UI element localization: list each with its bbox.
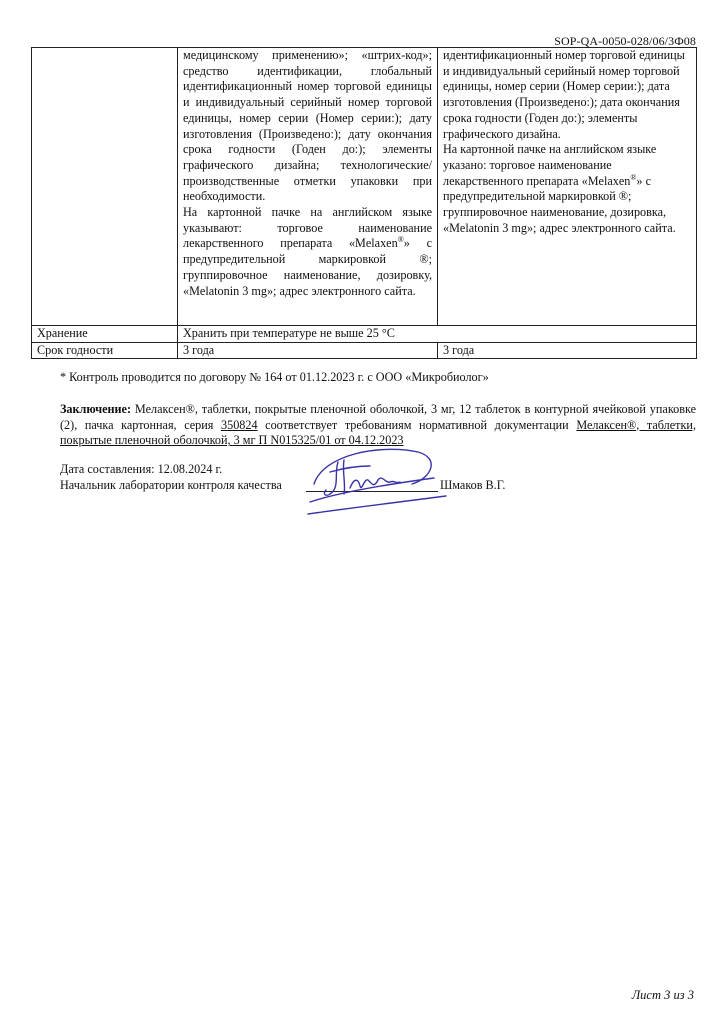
table-row [32,48,697,326]
conclusion: Заключение: Мелаксен®, таблетки, покрытые пленочной оболочкой, 3 мг, 12 таблеток в контурной ячейковой упаковке (2), пачка картонная, серия 350824 соответствует требованиям нормативной документации Мелаксен®, таблетки, покрытые пленочной оболочкой, 3 мг П N015325/01 от 04.12.2023 [60,402,696,448]
fact-paragraph-2: На картонной пачке на английском языке указано: торговое наименование лекарственного препарата «Melaxen®» с предупредительной маркировкой ®; группировочное наименование, дозировка, «Melatonin 3 mg»; адрес электронного сайта. [443,142,676,235]
shelf-life-label: Срок годности [32,342,178,359]
shelf-life-norm: 3 года [178,342,438,359]
table-cell-fact [438,48,697,326]
document-code: SOP-QA-0050-028/06/3Ф08 [554,34,696,48]
signer-position: Начальник лаборатории контроля качества [60,478,282,492]
storage-value: Хранить при температуре не выше 25 °С [178,326,697,343]
norm-paragraph-1: медицинскому применению»; «штрих-код»; средство идентификации, глобальный идентификационный номер торговой единицы и индивидуальный серийный номер торговой единицы, номер серии (Номер серии:); дату изготовления (Произведено:); дату окончания срока годности (Годен до:); элементы графического дизайна; технологические/ производственные отметки упаковки при необходимости. [183,48,432,204]
norm-paragraph-2: На картонной пачке на английском языке указывают: торговое наименование лекарственного препарата «Melaxen®» с предупредительной маркировкой ®; группировочное наименование, дозировку, «Melatonin 3 mg»; адрес электронного сайта. [183,205,432,298]
shelf-life-fact: 3 года [438,342,697,359]
compiled-date: Дата составления: 12.08.2024 г. [60,462,223,476]
fact-paragraph-1: идентификационный номер торговой единицы и индивидуальный серийный номер торговой единицы, номер серии (Номер серии:); дата изготовления (Произведено:); дата окончания срока годности (Годен до:); элементы графического дизайна. [443,48,685,141]
table-row [32,326,697,343]
footnote: * Контроль проводится по договору № 164 от 01.12.2023 г. с ООО «Микробиолог» [60,370,489,384]
signer-name: Шмаков В.Г. [440,478,506,492]
table-cell-norm [178,48,438,326]
sheet-number: Лист 3 из 3 [631,988,694,1002]
table-row [32,342,697,359]
batch-number: 350824 [221,417,258,432]
conclusion-label: Заключение: [60,402,132,416]
normative-document: Мелаксен®, таблетки, покрытые пленочной оболочкой, 3 мг П N015325/01 от 04.12.2023 [60,417,696,448]
handwritten-signature [300,444,450,524]
storage-label: Хранение [32,326,178,343]
specification-table [31,47,697,359]
table-cell-label [32,48,178,326]
